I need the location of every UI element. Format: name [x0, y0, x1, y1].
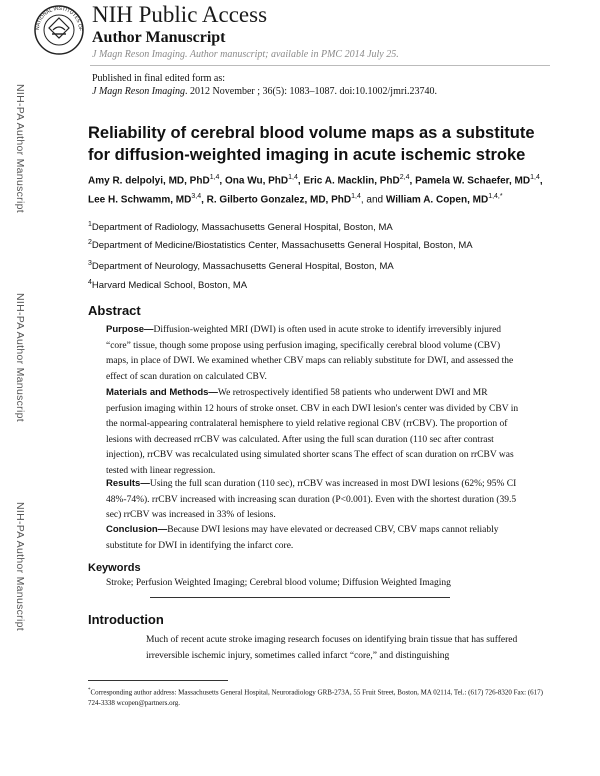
keywords-list: Stroke; Perfusion Weighted Imaging; Cerebral blood volume; Diffusion Weighted Imaging — [106, 578, 451, 588]
author-affiliation-marker: 3,4 — [191, 192, 202, 200]
abstract-methods: Materials and Methods—We retrospectively identified 58 patients who underwent DWI and MR perfusion imaging within 12 hours of stroke onset. CBV in each DWI lesion's center was divided by CBV in the normal-appearing contralateral hemisphere to yield relative regional CBV (rrCBV). The proportion of lesions with decreased rrCBV was calculated. After using the full scan duration (110 sec after contrast injection), rrCBV was recalculated using simulated shorter scans The effect of scan duration on rrCBV was tested with linear regression. — [106, 387, 519, 476]
header-divider — [90, 65, 550, 66]
footnote-divider — [88, 680, 228, 681]
keywords-divider — [150, 597, 450, 598]
author-name: William A. Copen, MD — [385, 194, 489, 206]
side-band-top: NIH-PA Author Manuscript — [14, 84, 26, 213]
author-name: Eric A. Macklin, PhD — [303, 175, 400, 187]
author-name: Amy R. delpolyi, MD, PhD — [88, 175, 210, 187]
side-band-middle: NIH-PA Author Manuscript — [14, 293, 26, 422]
author-name: Ona Wu, PhD — [224, 175, 289, 187]
citation-details: . 2012 November ; 36(5): 1083–1087. doi:10.1002/jmri.23740. — [185, 86, 437, 97]
abstract-conclusion: Conclusion—Because DWI lesions may have elevated or decreased CBV, CBV maps cannot reliably substitute for DWI in identifying the infarct core. — [106, 524, 499, 551]
keywords-heading: Keywords — [88, 562, 141, 574]
svg-text:NATIONAL INSTITUTES OF HEALTH: NATIONAL INSTITUTES OF — [34, 5, 84, 32]
citation — [92, 86, 437, 97]
affiliation-3: $^3$Department of Neurology, Massachusetts General Hospital, Boston, MA — [88, 260, 394, 273]
author-affiliation-marker: 1,4 — [530, 174, 540, 181]
nih-public-access-title: NIH Public Access — [92, 2, 268, 27]
author-name: Pamela W. Schaefer, MD — [415, 175, 531, 187]
author-name: R. Gilberto Gonzalez, MD, PhD — [206, 194, 352, 206]
abstract-heading: Abstract — [88, 303, 141, 318]
corresponding-author-footnote: *Corresponding author address: Massachusetts General Hospital, Neuroradiology GRB-273A, 55 Fruit Street, Boston, MA 02114, Tel.: (617) 726-8320 Fax: (617) 724-3338 wcopen@partners.org. — [88, 688, 544, 707]
article-title: Reliability of cerebral blood volume maps as a substitute for diffusion-weighted imaging in acute ischemic stroke — [88, 124, 535, 164]
manuscript-availability-note: J Magn Reson Imaging. Author manuscript; available in PMC 2014 July 25. — [92, 49, 399, 60]
author-name: Lee H. Schwamm, MD — [88, 194, 192, 206]
abstract-results: Results—Using the full scan duration (110 sec), rrCBV was increased in most DWI lesions (62%; 95% CI 48%-74%). rrCBV increased with increasing scan duration (P<0.001). Even with the shortest duration (39.5 sec) rrCBV was increased in 33% of lesions. — [106, 478, 517, 521]
author-affiliation-marker: 1,4 — [209, 174, 220, 181]
abstract-purpose: Purpose—Diffusion-weighted MRI (DWI) is often used in acute stroke to identify irreversibly injured “core” tissue, though some propose using perfusion imaging, specifically cerebral blood volume (CBV) maps, in place of DWI. We examined whether CBV maps can reliably substitute for DWI, and assessed the effect of scan duration on calculated CBV. — [106, 324, 514, 382]
nih-seal-logo — [33, 4, 85, 56]
introduction-heading: Introduction — [88, 612, 164, 627]
published-label: Published in final edited form as: — [92, 73, 226, 84]
introduction-text: Much of recent acute stroke imaging research focuses on identifying brain tissue that has suffered irreversible ischemic injury, sometimes called infarct “core,” and distinguishing — [146, 635, 518, 661]
affiliation-4: $^4$Harvard Medical School, Boston, MA — [88, 279, 248, 292]
journal-name: J Magn Reson Imaging — [92, 86, 186, 97]
author-affiliation-marker: 1,4 — [351, 192, 361, 200]
author-conjunction: , and — [360, 194, 386, 206]
author-manuscript-label: Author Manuscript — [92, 29, 226, 46]
author-affiliation-marker: 1,4,* — [488, 192, 503, 200]
affiliation-2: $^2$Department of Medicine/Biostatistics Center, Massachusetts General Hospital, Boston, MA — [88, 239, 473, 252]
author-affiliation-marker: 2,4 — [399, 174, 410, 181]
affiliation-1: $^1$Department of Radiology, Massachusetts General Hospital, Boston, MA — [88, 221, 393, 234]
author-affiliation-marker: 1,4 — [288, 174, 298, 181]
author-list: Amy R. delpolyi, MD, PhD$^{1,4}$, Ona Wu, PhD$^{1,4}$, Eric A. Macklin, PhD$^{2,4}$, Pamela W. Schaefer, MD$^{1,4}$, Lee H. Schwamm, MD$^{3,4}$, R. Gilberto Gonzalez, MD, PhD$^{1,4}$, and William A. Copen, $MD^{1,4,*}$ — [88, 174, 543, 206]
side-band-bottom: NIH-PA Author Manuscript — [14, 502, 26, 631]
